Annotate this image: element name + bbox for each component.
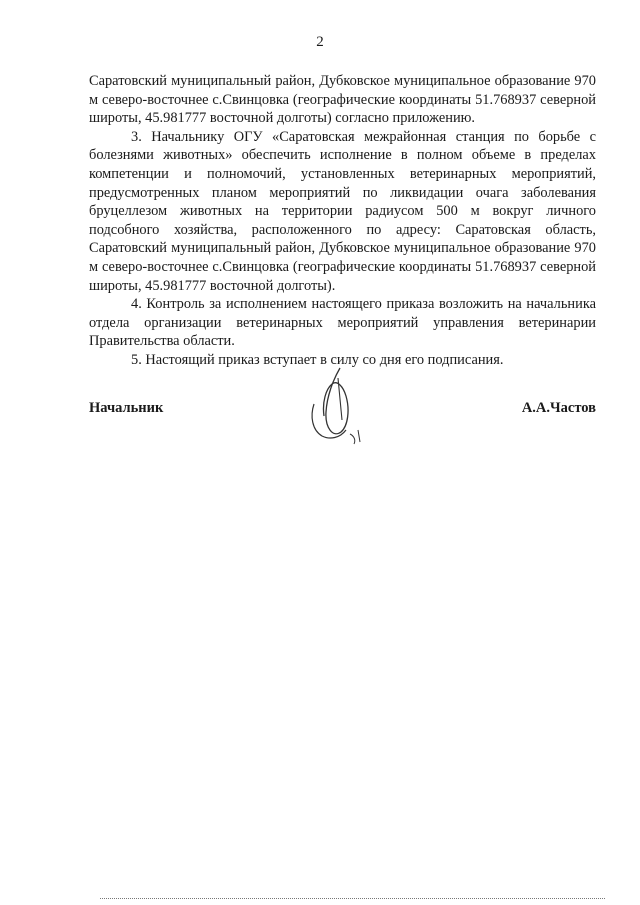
document-body xyxy=(89,72,596,370)
signatory-title: Начальник xyxy=(89,400,164,416)
paragraph-item-3: 3. Начальнику ОГУ «Саратовская межрайонная станция по борьбе с болезнями животных» обеспечить исполнение в полном объеме в пределах компетенции и полномочий, установленных ветеринарных мероприятий, предусмотренных планом мероприятий по ликвидации очага заболевания бруцеллезом животных на территории радиусом 500 м вокруг личного подсобного хозяйства, расположенного по адресу: Саратовская область, Саратовский муниципальный район, Дубковское муниципальное образование 970 м северо-восточнее с.Свинцовка (географические координаты 51.768937 северной широты, 45.981777 восточной долготы). xyxy=(89,128,596,294)
paragraph-item-5: 5. Настоящий приказ вступает в силу со дня его подписания. xyxy=(131,351,504,368)
bottom-scan-edge xyxy=(100,898,605,899)
signatory-name: А.А.Частов xyxy=(521,400,596,416)
handwritten-signature xyxy=(300,360,370,450)
paragraph-continuation: Саратовский муниципальный район, Дубковское муниципальное образование 970 м северо-восточнее с.Свинцовка (географические координаты 51.768937 северной широты, 45.981777 восточной долготы) согласно приложению. xyxy=(89,73,596,127)
page-number: 2 xyxy=(316,34,324,50)
paragraph-item-4: 4. Контроль за исполнением настоящего приказа возложить на начальника отдела организации ветеринарных мероприятий управления ветеринарии Правительства области. xyxy=(89,296,596,350)
